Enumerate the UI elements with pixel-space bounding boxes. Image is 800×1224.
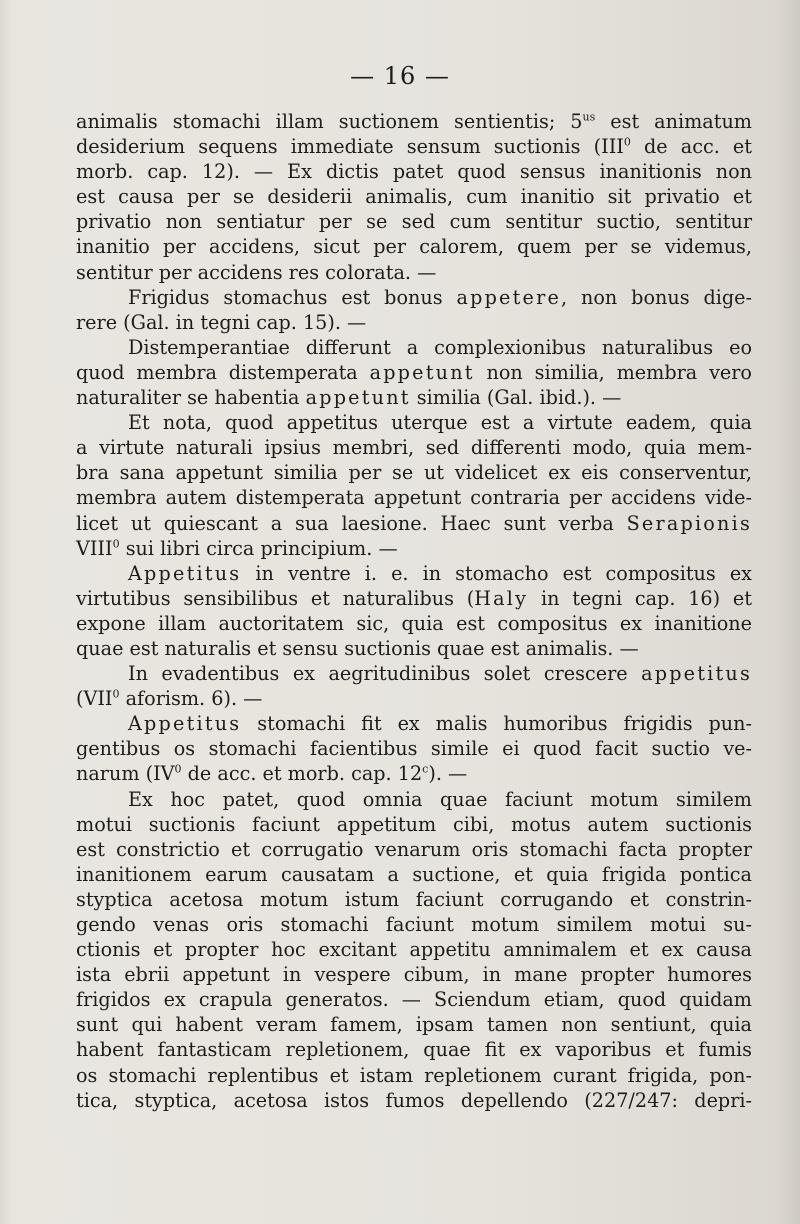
text-line — [76, 485, 752, 510]
text-segment: est causa per se desiderii animalis, cum inanitio sit privatio et — [76, 185, 752, 209]
text-segment: non similia, membra vero — [474, 360, 752, 384]
superscript: 0 — [623, 135, 631, 149]
text-line — [76, 511, 752, 536]
text-line — [76, 937, 752, 962]
text-segment: quod membra distemperata — [76, 360, 370, 384]
text-segment: in ventre i. e. in stomacho est compositus ex — [241, 561, 752, 585]
text-segment: est animatum — [595, 110, 752, 133]
text-line — [76, 460, 752, 485]
text-line — [76, 962, 752, 987]
text-line — [76, 335, 752, 360]
emphasized-term: appetere — [456, 285, 562, 309]
emphasized-term: Appetitus — [128, 712, 242, 736]
text-line — [76, 761, 752, 786]
text-line — [76, 260, 752, 285]
text-line — [76, 611, 752, 636]
text-segment: rere (Gal. in tegni cap. 15). — — [76, 310, 367, 334]
text-line — [76, 561, 752, 586]
text-segment: Ex hoc patet, quod omnia quae faciunt motum similem — [128, 787, 752, 811]
emphasized-term: Serapionis — [626, 511, 752, 535]
text-segment: , non bonus dige- — [561, 285, 752, 309]
text-line — [76, 310, 752, 335]
text-segment: gentibus os stomachi facientibus simile ei quod facit suctio ve- — [76, 737, 752, 761]
text-line — [76, 686, 752, 711]
text-segment: ). — — [428, 762, 468, 786]
text-segment: styptica acetosa motum istum faciunt corrugando et constrin- — [76, 887, 752, 911]
text-segment: sentitur per accidens res colorata. — — [76, 260, 437, 284]
text-segment: naturaliter se habentia — [76, 386, 306, 410]
emphasized-term: Haly — [474, 586, 529, 610]
text-line — [76, 1037, 752, 1062]
text-segment: expone illam auctoritatem sic, quia est compositus ex inanitione — [76, 611, 752, 635]
superscript: 0 — [174, 763, 182, 777]
text-line — [76, 1088, 752, 1113]
text-line — [76, 134, 752, 159]
text-segment: bra sana appetunt similia per se ut videlicet ex eis conserventur, — [76, 461, 752, 485]
text-segment: ista ebrii appetunt in vespere cibum, in mane propter humores — [76, 963, 752, 987]
text-line — [76, 159, 752, 184]
text-segment: Frigidus stomachus est bonus — [128, 285, 457, 309]
text-segment: animalis stomachi illam suctionem sentientis; 5 — [76, 110, 583, 133]
text-line — [76, 636, 752, 661]
text-segment: sunt qui habent veram famem, ipsam tamen non sentiunt, quia — [76, 1013, 752, 1037]
text-segment: membra autem distemperata appetunt contraria per accidens vide- — [76, 486, 752, 510]
text-segment: privatio non sentiatur per se sed cum sentitur suctio, sentitur — [76, 210, 752, 234]
superscript: us — [582, 110, 596, 124]
text-segment: de acc. et morb. cap. 12 — [181, 762, 423, 786]
text-line — [76, 360, 752, 385]
text-line — [76, 536, 752, 561]
text-segment: in tegni cap. 16) et — [528, 586, 752, 610]
text-segment: gendo venas oris stomachi faciunt motum similem motui su- — [76, 913, 752, 936]
emphasized-term: appetitus — [641, 662, 752, 686]
text-segment: Et nota, quod appetitus uterque est a virtute eadem, quia — [128, 411, 752, 435]
superscript: 0 — [112, 687, 120, 701]
text-segment: narum (IV — [76, 762, 175, 786]
text-segment: tica, styptica, acetosa istos fumos depellendo (227/247: depri- — [76, 1088, 752, 1112]
text-line — [76, 862, 752, 887]
text-segment: (VII — [76, 687, 113, 711]
text-line — [76, 435, 752, 460]
text-line — [76, 711, 752, 736]
text-line — [76, 812, 752, 837]
emphasized-term: Appetitus — [128, 561, 242, 585]
text-line — [76, 661, 752, 686]
text-line — [76, 385, 752, 410]
text-line — [76, 209, 752, 234]
text-line — [76, 787, 752, 812]
superscript: 0 — [112, 537, 120, 551]
text-segment: frigidos ex crapula generatos. — Sciendum etiam, quod quidam — [76, 988, 752, 1012]
text-line — [76, 285, 752, 310]
text-segment: similia (Gal. ibid.). — — [410, 386, 622, 410]
text-line — [76, 410, 752, 435]
text-segment: de acc. et — [630, 135, 752, 159]
text-segment: Distemperantiae differunt a complexionibus naturalibus eo — [128, 335, 752, 359]
text-line — [76, 837, 752, 862]
text-segment: quae est naturalis et sensu suctionis quae est animalis. — — [76, 636, 639, 660]
text-segment: motui suctionis faciunt appetitum cibi, motus autem suctionis — [76, 812, 752, 836]
superscript: c — [422, 763, 429, 777]
text-segment: a virtute naturali ipsius membri, sed differenti modo, quia mem- — [76, 436, 752, 460]
text-line — [76, 586, 752, 611]
text-segment: In evadentibus ex aegritudinibus solet crescere — [128, 662, 642, 686]
text-segment: inanitio per accidens, sicut per calorem, quem per se videmus, — [76, 235, 752, 259]
text-line — [76, 1063, 752, 1088]
emphasized-term: appetunt — [305, 386, 411, 410]
text-segment: stomachi fit ex malis humoribus frigidis pun- — [241, 712, 752, 736]
text-segment: inanitionem earum causatam a suctione, et quia frigida pontica — [76, 862, 752, 886]
text-segment: sui libri circa principium. — — [119, 536, 398, 560]
text-line — [76, 912, 752, 937]
page-number: — 16 — — [350, 62, 450, 90]
text-line — [76, 987, 752, 1012]
text-line — [76, 887, 752, 912]
text-segment: virtutibus sensibilibus et naturalibus ( — [76, 586, 475, 610]
text-segment: licet ut quiescant a sua laesione. Haec sunt verba — [76, 511, 627, 535]
text-segment: habent fantasticam repletionem, quae fit ex vaporibus et fumis — [76, 1038, 752, 1062]
text-line — [76, 736, 752, 761]
text-segment: desiderium sequens immediate sensum suctionis (III — [76, 135, 624, 159]
text-line — [76, 184, 752, 209]
text-line — [76, 1012, 752, 1037]
text-segment: morb. cap. 12). — Ex dictis patet quod sensus inanitionis non — [76, 160, 752, 184]
text-segment: VIII — [76, 536, 113, 560]
emphasized-term: appetunt — [369, 360, 475, 384]
text-segment: est constrictio et corrugatio venarum oris stomachi facta propter — [76, 837, 752, 861]
text-line — [76, 109, 752, 134]
text-segment: os stomachi replentibus et istam repletionem curant frigida, pon- — [76, 1063, 752, 1087]
body-text — [76, 109, 752, 1113]
text-segment: ctionis et propter hoc excitant appetitu amnimalem et ex causa — [76, 938, 752, 962]
text-segment: aforism. 6). — — [119, 687, 263, 711]
text-line — [76, 234, 752, 259]
